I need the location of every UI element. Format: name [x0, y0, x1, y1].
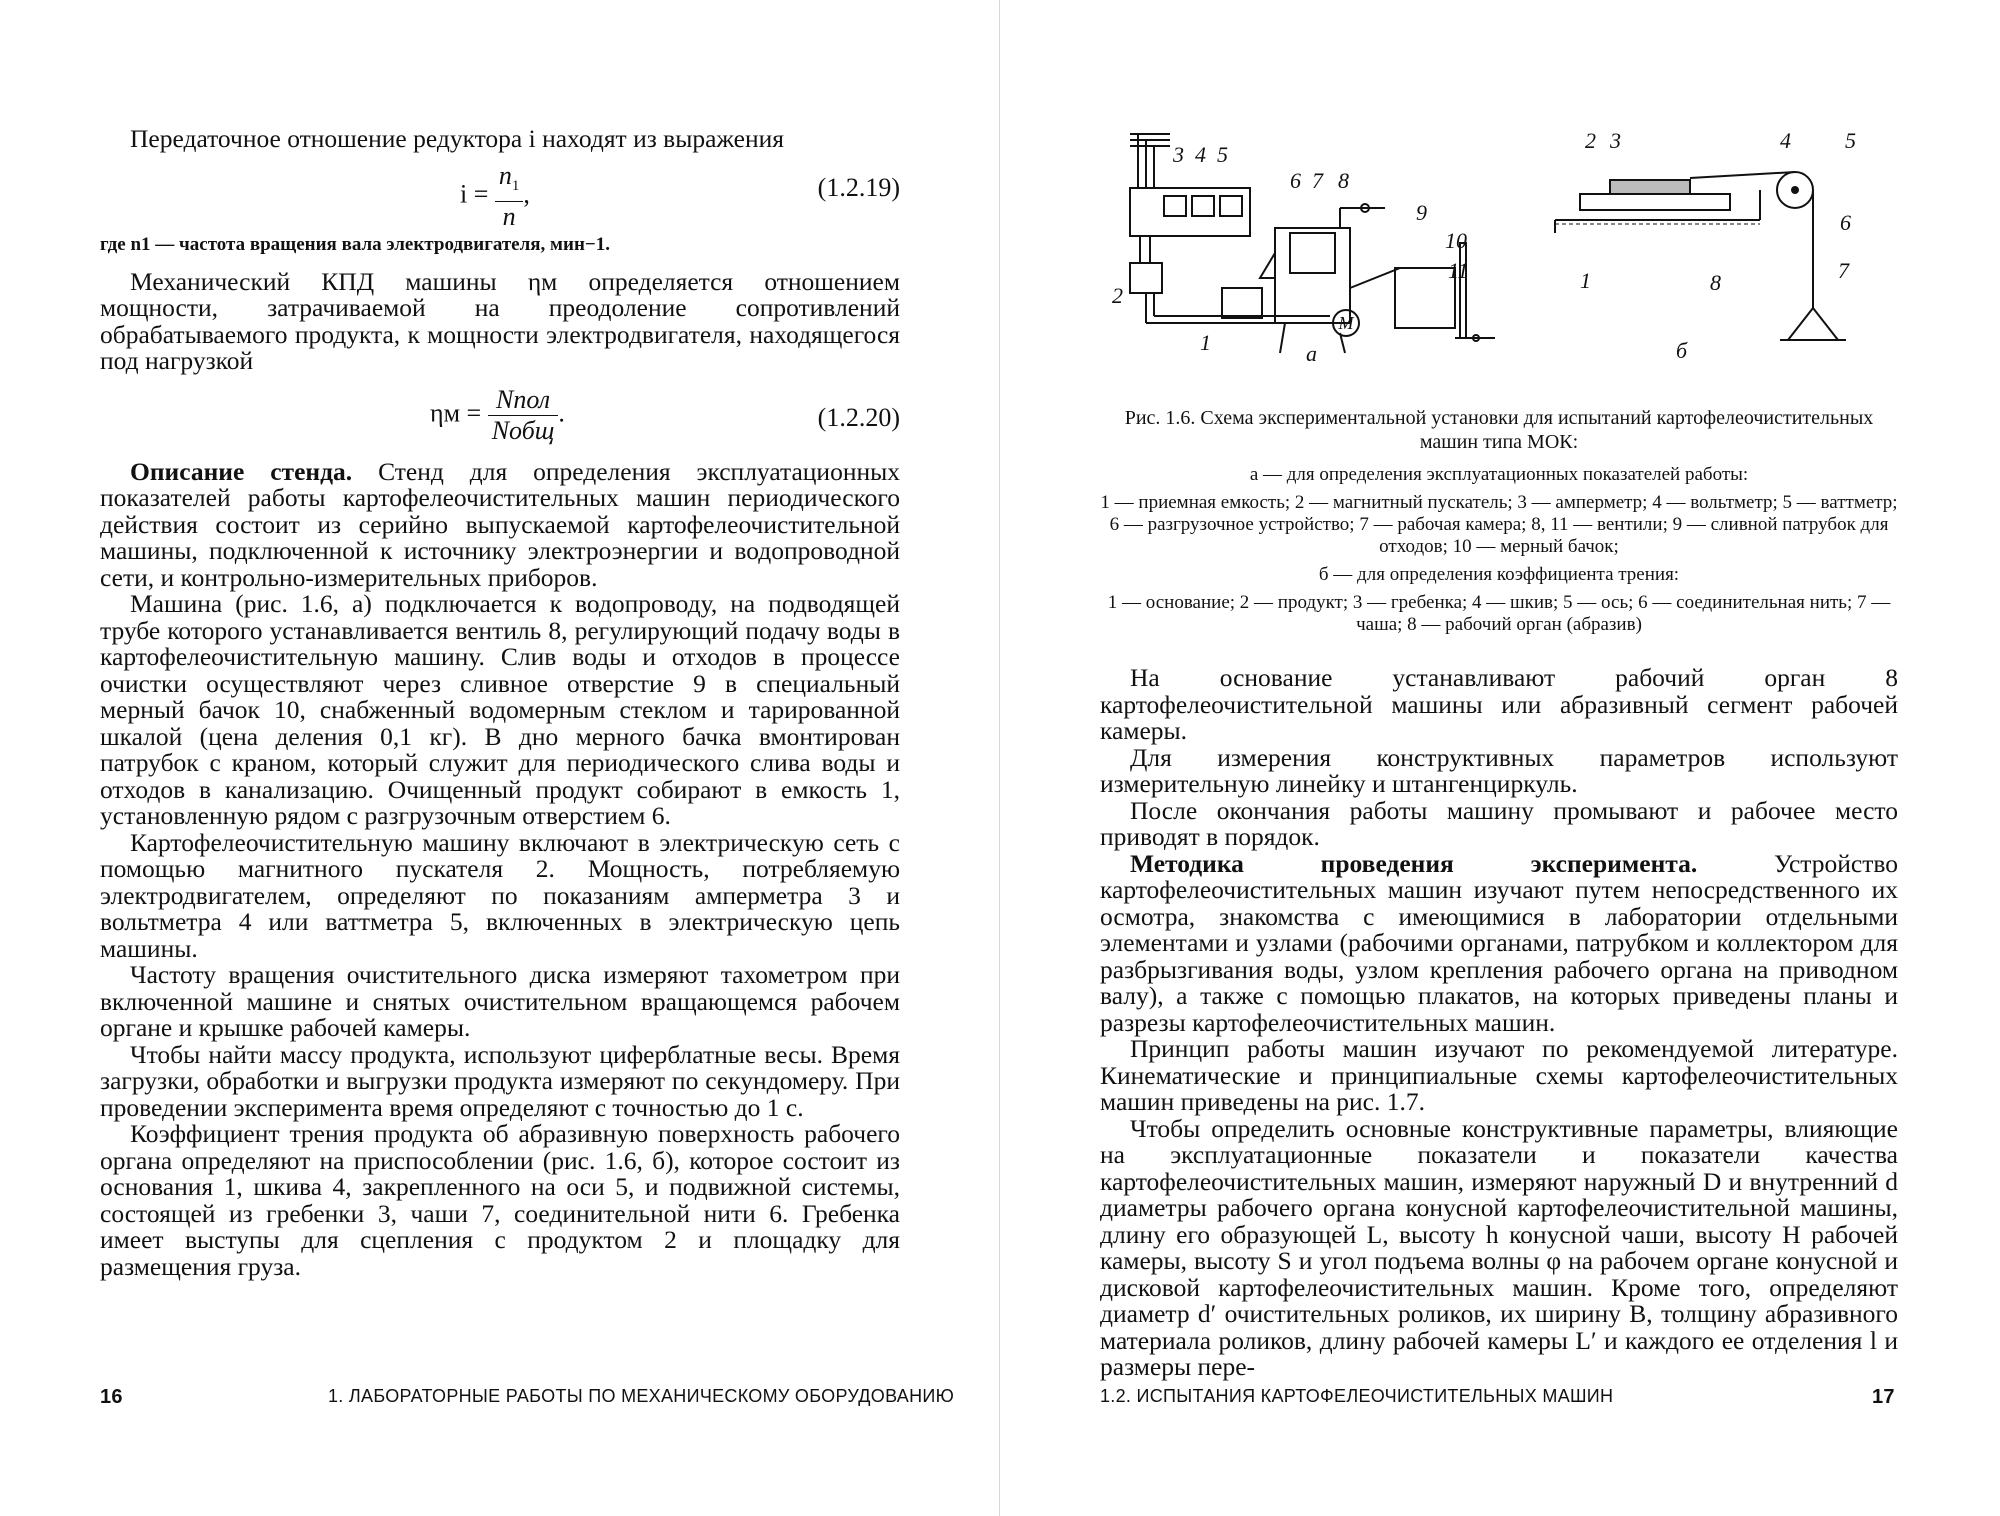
description-paragraph — [100, 456, 900, 592]
formula-1-numerator-sub: 1 — [511, 177, 520, 194]
figure-1-6-b-diagram — [1540, 128, 1890, 373]
fig-b-num-1: 1 — [1580, 268, 1591, 293]
formula-1-denominator: n — [502, 201, 516, 231]
fig-b-num-6: 6 — [1840, 210, 1851, 235]
fig-a-num-3: 3 — [1173, 142, 1184, 167]
left-text-column — [100, 126, 900, 1280]
caption-b-heading: б — для определения коэффициента трения: — [1318, 564, 1680, 585]
params-paragraph: Чтобы определить основные конструктивные параметры, влияющие на эксплуатационные показатели и показатели качества картофелеочистительных машин, измеряют наружный D и внутренний d диаметры рабочего органа конусной картофелеочистительной машины, длину его образующей L, высоту h конусной чаши, высоту H рабочей камеры, высоту S и угол подъема волны φ на рабочем органе конусной и дисковой картофелеочистительных машин. Кроме того, определяют диаметр d′ очистительных роликов, их ширину B, толщину абразивного материала роликов, длину рабочей камеры L′ и каждого ее отделения l и размеры пере- — [1100, 1113, 1898, 1381]
formula-2-denominator: Nобщ — [491, 415, 555, 445]
friction-paragraph: Коэффициент трения продукта об абразивную поверхность рабочего органа определяют на приспособлении (рис. 1.6, б), которое состоит из основания 1, шкива 4, закрепленного на оси 5, и подвижной системы, состоящей из гребенки 3, чаши 7, соединительной нити 6. Гребенка имеет выступы для сцепления с продуктом 2 и площадку для размещения груза. — [100, 1119, 900, 1281]
method-paragraph — [1100, 848, 1898, 1037]
caption-a-heading: а — для определения эксплуатационных показателей работы: — [1249, 464, 1749, 485]
measure-paragraph: Для измерения конструктивных параметров используют измерительную линейку и штангенциркуль. — [1100, 742, 1898, 798]
caption-title: Рис. 1.6. Схема экспериментальной установки для испытаний картофелеочистительных машин типа МОК: — [1124, 407, 1874, 453]
fig-b-num-8: 8 — [1710, 270, 1721, 295]
formula-1-lhs: i = — [460, 179, 489, 209]
fig-b-label: б — [1676, 338, 1688, 363]
fig-a-num-6: 6 — [1290, 168, 1301, 193]
after-paragraph: После окончания работы машину промывают и рабочее место приводят в порядок. — [1100, 795, 1898, 851]
formula-1-2-19 — [100, 153, 900, 231]
caption-a-items: 1 — приемная емкость; 2 — магнитный пускатель; 3 — амперметр; 4 — вольтметр; 5 — ваттметр; 6 — разгрузочное устройство; 7 — рабочая камера; 8, 11 — вентили; 9 — сливной патрубок для отходов; 10 — мерный бачок; — [1100, 492, 1898, 557]
equation-number-1-2-20: (1.2.20) — [817, 402, 900, 432]
figure-caption — [1100, 406, 1898, 642]
equation-number-1-2-19: (1.2.19) — [817, 172, 900, 202]
formula-2-tail: . — [558, 397, 565, 427]
formula-2-numerator: Nпол — [488, 385, 559, 416]
fig-a-num-4: 4 — [1195, 142, 1206, 167]
fig-a-num-10: 10 — [1445, 228, 1467, 253]
formula-1-fraction — [495, 161, 524, 232]
fig-a-num-8: 8 — [1338, 168, 1349, 193]
fig-b-num-4: 4 — [1780, 128, 1791, 153]
fig-a-num-11: 11 — [1448, 258, 1469, 283]
left-page-number: 16 — [100, 1386, 123, 1408]
figure-1-6-a-diagram — [1110, 128, 1510, 373]
fig-a-num-9: 9 — [1416, 200, 1427, 225]
kpd-paragraph: Механический КПД машины ηм определяется отношением мощности, затрачиваемой на преодоление сопротивлений обрабатываемого продукта, к мощности электродвигателя, находящегося под нагрузкой — [100, 266, 900, 375]
formula-1-numerator: n — [498, 160, 512, 190]
mass-paragraph: Чтобы найти массу продукта, используют циферблатные весы. Время загрузки, обработки и выгрузки продукта измеряют по секундомеру. При проведении эксперимента время определяют с точностью до 1 с. — [100, 1039, 900, 1122]
right-page-number: 17 — [1872, 1386, 1895, 1408]
fig-b-num-5: 5 — [1845, 128, 1856, 153]
fig-a-num-5: 5 — [1217, 142, 1228, 167]
switch-paragraph: Картофелеочистительную машину включают в электрическую сеть с помощью магнитного пускателя 2. Мощность, потребляемую электродвигателем, определяют по показаниям амперметра 3 и вольтметра 4 или ваттметра 5, включенных в электрическую цепь машины. — [100, 827, 900, 963]
left-running-head: 1. ЛАБОРАТОРНЫЕ РАБОТЫ ПО МЕХАНИЧЕСКОМУ ОБОРУДОВАНИЮ — [328, 1386, 955, 1406]
formula-1-tail: , — [523, 179, 530, 209]
fig-a-num-2: 2 — [1112, 283, 1123, 308]
method-text: Устройство картофелеочистительных машин изучают путем непосредственного их осмотра, знакомства с имеющимися в лаборатории отдельными элементами и узлами (рабочими органами, патрубком и коллектором для разбрызгивания воды, узлом крепления рабочего органа на приводном валу), а также с помощью плакатов, на которых приведены планы и разрезы картофелеочистительных машин. — [1100, 848, 1898, 1037]
fig-b-num-7: 7 — [1838, 258, 1849, 283]
description-heading: Описание стенда. — [130, 456, 353, 486]
formula-1-2-20 — [100, 375, 900, 459]
caption-b-items: 1 — основание; 2 — продукт; 3 — гребенка; 4 — шкив; 5 — ось; 6 — соединительная нить; 7 — чаша; 8 — рабочий орган (абразив) — [1107, 592, 1891, 635]
right-text-column — [1100, 665, 1898, 1381]
formula-2-lhs: ηм = — [430, 397, 482, 427]
machine-paragraph: Машина (рис. 1.6, а) подключается к водопроводу, на подводящей трубе которого устанавливается вентиль 8, регулирующий подачу воды в картофелеочистительную машину. Слив воды и отходов в процессе очистки осуществляют через сливное отверстие 9 в специальный мерный бачок 10, снабженный водомерным стеклом и тарированной шкалой (цена деления 0,1 кг). В дно мерного бачка вмонтирован патрубок с краном, который служит для периодического слива воды и отходов в канализацию. Очищенный продукт собирают в емкость 1, установленную рядом с разгрузочным отверстием 6. — [100, 589, 900, 830]
principle-paragraph: Принцип работы машин изучают по рекомендуемой литературе. Кинематические и принципиальные схемы картофелеочистительных машин приведены на рис. 1.7. — [1100, 1034, 1898, 1116]
where-note: где n1 — частота вращения вала электродвигателя, мин−1. — [100, 233, 610, 255]
motor-label: M — [1338, 313, 1354, 333]
frequency-paragraph: Частоту вращения очистительного диска измеряют тахометром при включенной машине и снятых очистительном вращающемся рабочем органе и крышке рабочей камеры. — [100, 960, 900, 1042]
fig-b-num-3: 3 — [1610, 128, 1621, 153]
description-text: Стенд для определения эксплуатационных показателей работы картофелеочистительных машин периодического действия состоит из серийно выпускаемой картофелеочистительной машины, подключенной к источнику электроэнергии и водопроводной сети, и контрольно-измерительных приборов. — [100, 456, 900, 592]
right-running-head: 1.2. ИСПЫТАНИЯ КАРТОФЕЛЕОЧИСТИТЕЛЬНЫХ МАШИН — [1100, 1386, 1614, 1406]
method-heading: Методика проведения эксперимента. — [1130, 848, 1698, 878]
fig-a-num-1: 1 — [1200, 330, 1211, 355]
fig-b-num-2: 2 — [1585, 128, 1596, 153]
intro-paragraph: Передаточное отношение редуктора i находят из выражения — [130, 124, 785, 153]
fig-a-num-7: 7 — [1312, 168, 1323, 193]
formula-2-fraction — [488, 385, 559, 446]
fig-a-label: а — [1306, 341, 1317, 366]
base-paragraph: На основание устанавливают рабочий орган 8 картофелеочистительной машины или абразивный сегмент рабочей камеры. — [1100, 663, 1898, 745]
